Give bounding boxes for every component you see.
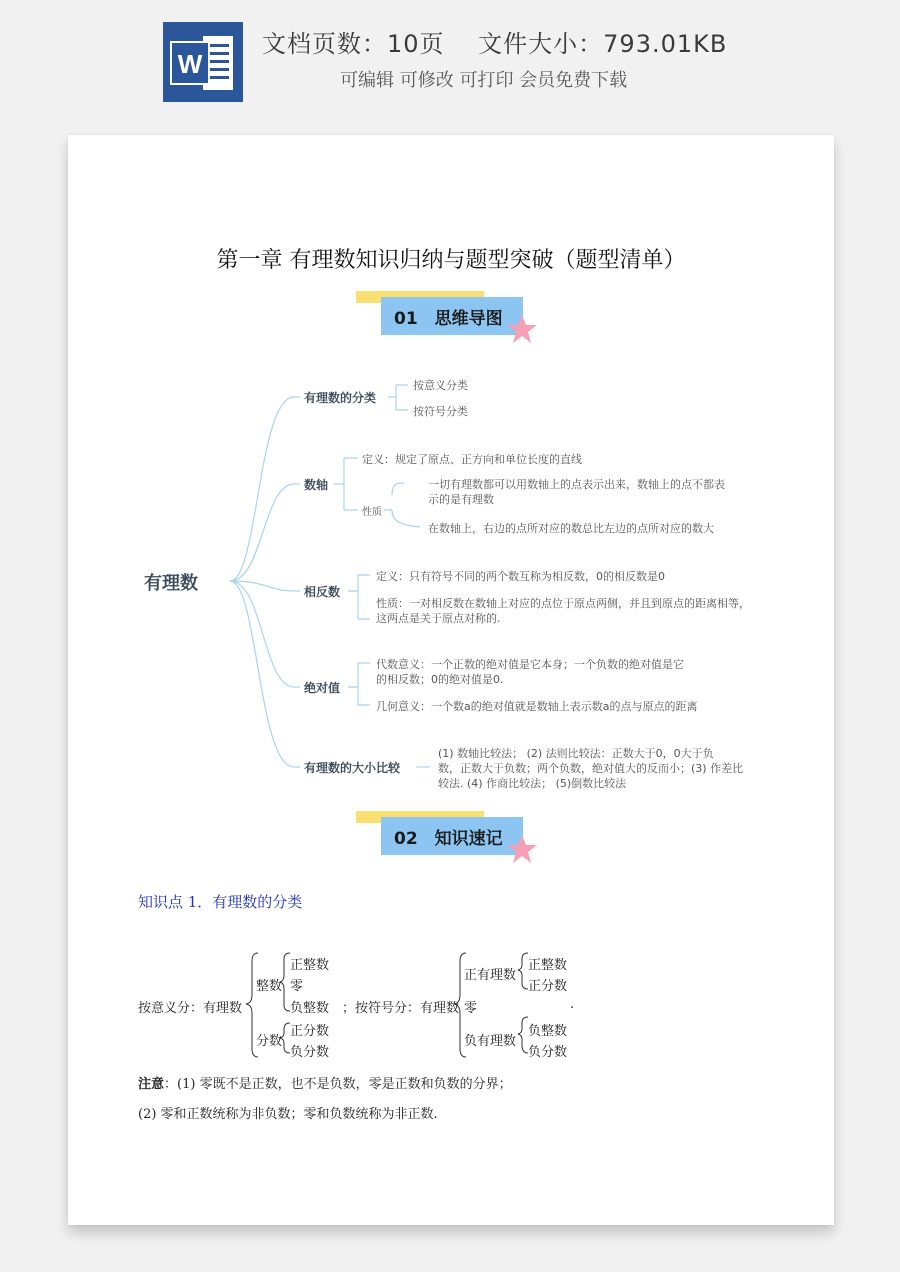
document-title: 第一章 有理数知识归纳与题型突破（题型清单） [216,248,686,273]
download-header [0,0,900,120]
note-line-1 [138,1073,512,1092]
branch-comparison: 有理数的大小比较 [304,761,401,775]
number-line-property-label: 性质 [362,507,382,518]
comparison-line-1: (1) 数轴比较法； (2) 法则比较法：正数大于0，0大于负 [438,747,714,760]
star-icon [506,833,538,865]
end-mark: . [570,997,575,1012]
note-text-1: ：(1) 零既不是正数，也不是负数，零是正数和负数的分界； [164,1077,512,1092]
number-line-property-2: 在数轴上，右边的点所对应的数总比左边的点所对应的数大 [428,522,714,535]
star-icon [506,313,538,345]
integer-label: 整数 [256,979,283,994]
file-info-subtitle: 可编辑 可修改 可打印 会员免费下载 [340,70,628,91]
section-badge-knowledge [356,811,546,861]
branch-number-line: 数轴 [304,478,329,492]
section-label: 02 知识速记 [394,829,503,849]
negative-item: 负分数 [528,1045,568,1060]
classify-by-sign: ；按符号分：有理数 [342,1001,460,1016]
branch-opposite-number: 相反数 [304,585,341,599]
number-line-definition: 定义：规定了原点、正方向和单位长度的直线 [362,453,582,466]
comparison-line-3: 较法. (4) 作商比较法； (5)倒数比较法 [438,777,627,790]
opposite-property-1: 性质：一对相反数在数轴上对应的点位于原点两侧，并且到原点的距离相等， [376,597,750,610]
positive-item: 正分数 [528,979,568,994]
fraction-item: 负分数 [290,1045,330,1060]
document-page [68,135,834,1225]
fraction-item: 正分数 [290,1024,330,1039]
leaf-by-meaning: 按意义分类 [413,379,468,392]
branch-classification: 有理数的分类 [304,391,377,405]
opposite-property-2: 这两点是关于原点对称的. [376,612,501,625]
absolute-algebraic-1: 代数意义：一个正数的绝对值是它本身；一个负数的绝对值是它 [376,658,684,671]
comparison-line-2: 数，正数大于负数；两个负数，绝对值大的反而小；(3) 作差比 [438,762,744,775]
knowledge-point-title: 知识点 1．有理数的分类 [138,893,303,911]
classify-by-meaning: 按意义分：有理数 [138,1001,243,1016]
word-letter: W [177,49,203,79]
opposite-definition: 定义：只有符号不同的两个数互称为相反数，0的相反数是0 [376,570,665,583]
negative-rational-label: 负有理数 [464,1034,517,1049]
integer-item: 零 [290,979,304,994]
positive-item: 正整数 [528,958,568,973]
number-line-property-1: 一切有理数都可以用数轴上的点表示出来，数轴上的点不都表 [428,478,725,491]
section-label: 01 思维导图 [394,309,503,329]
section-badge-mindmap [356,291,546,341]
branch-absolute-value: 绝对值 [304,681,341,695]
note-label: 注意 [138,1077,165,1092]
negative-item: 负整数 [528,1024,568,1039]
word-doc-icon [163,22,243,102]
absolute-geometric: 几何意义：一个数a的绝对值就是数轴上表示数a的点与原点的距离 [376,700,698,713]
integer-item: 正整数 [290,958,330,973]
fraction-label: 分数 [256,1034,283,1049]
leaf-by-sign: 按符号分类 [413,405,468,418]
integer-item: 负整数 [290,1001,330,1016]
absolute-algebraic-2: 的相反数；0的绝对值是0. [376,673,504,686]
positive-rational-label: 正有理数 [464,968,517,983]
mind-map-root: 有理数 [144,573,198,594]
file-info-title: 文档页数：10页 文件大小：793.01KB [262,30,728,58]
note-line-2: (2) 零和正数统称为非负数；零和负数统称为非正数. [138,1107,438,1122]
zero-label: 零 [464,1001,478,1016]
number-line-property-1b: 示的是有理数 [428,493,494,506]
